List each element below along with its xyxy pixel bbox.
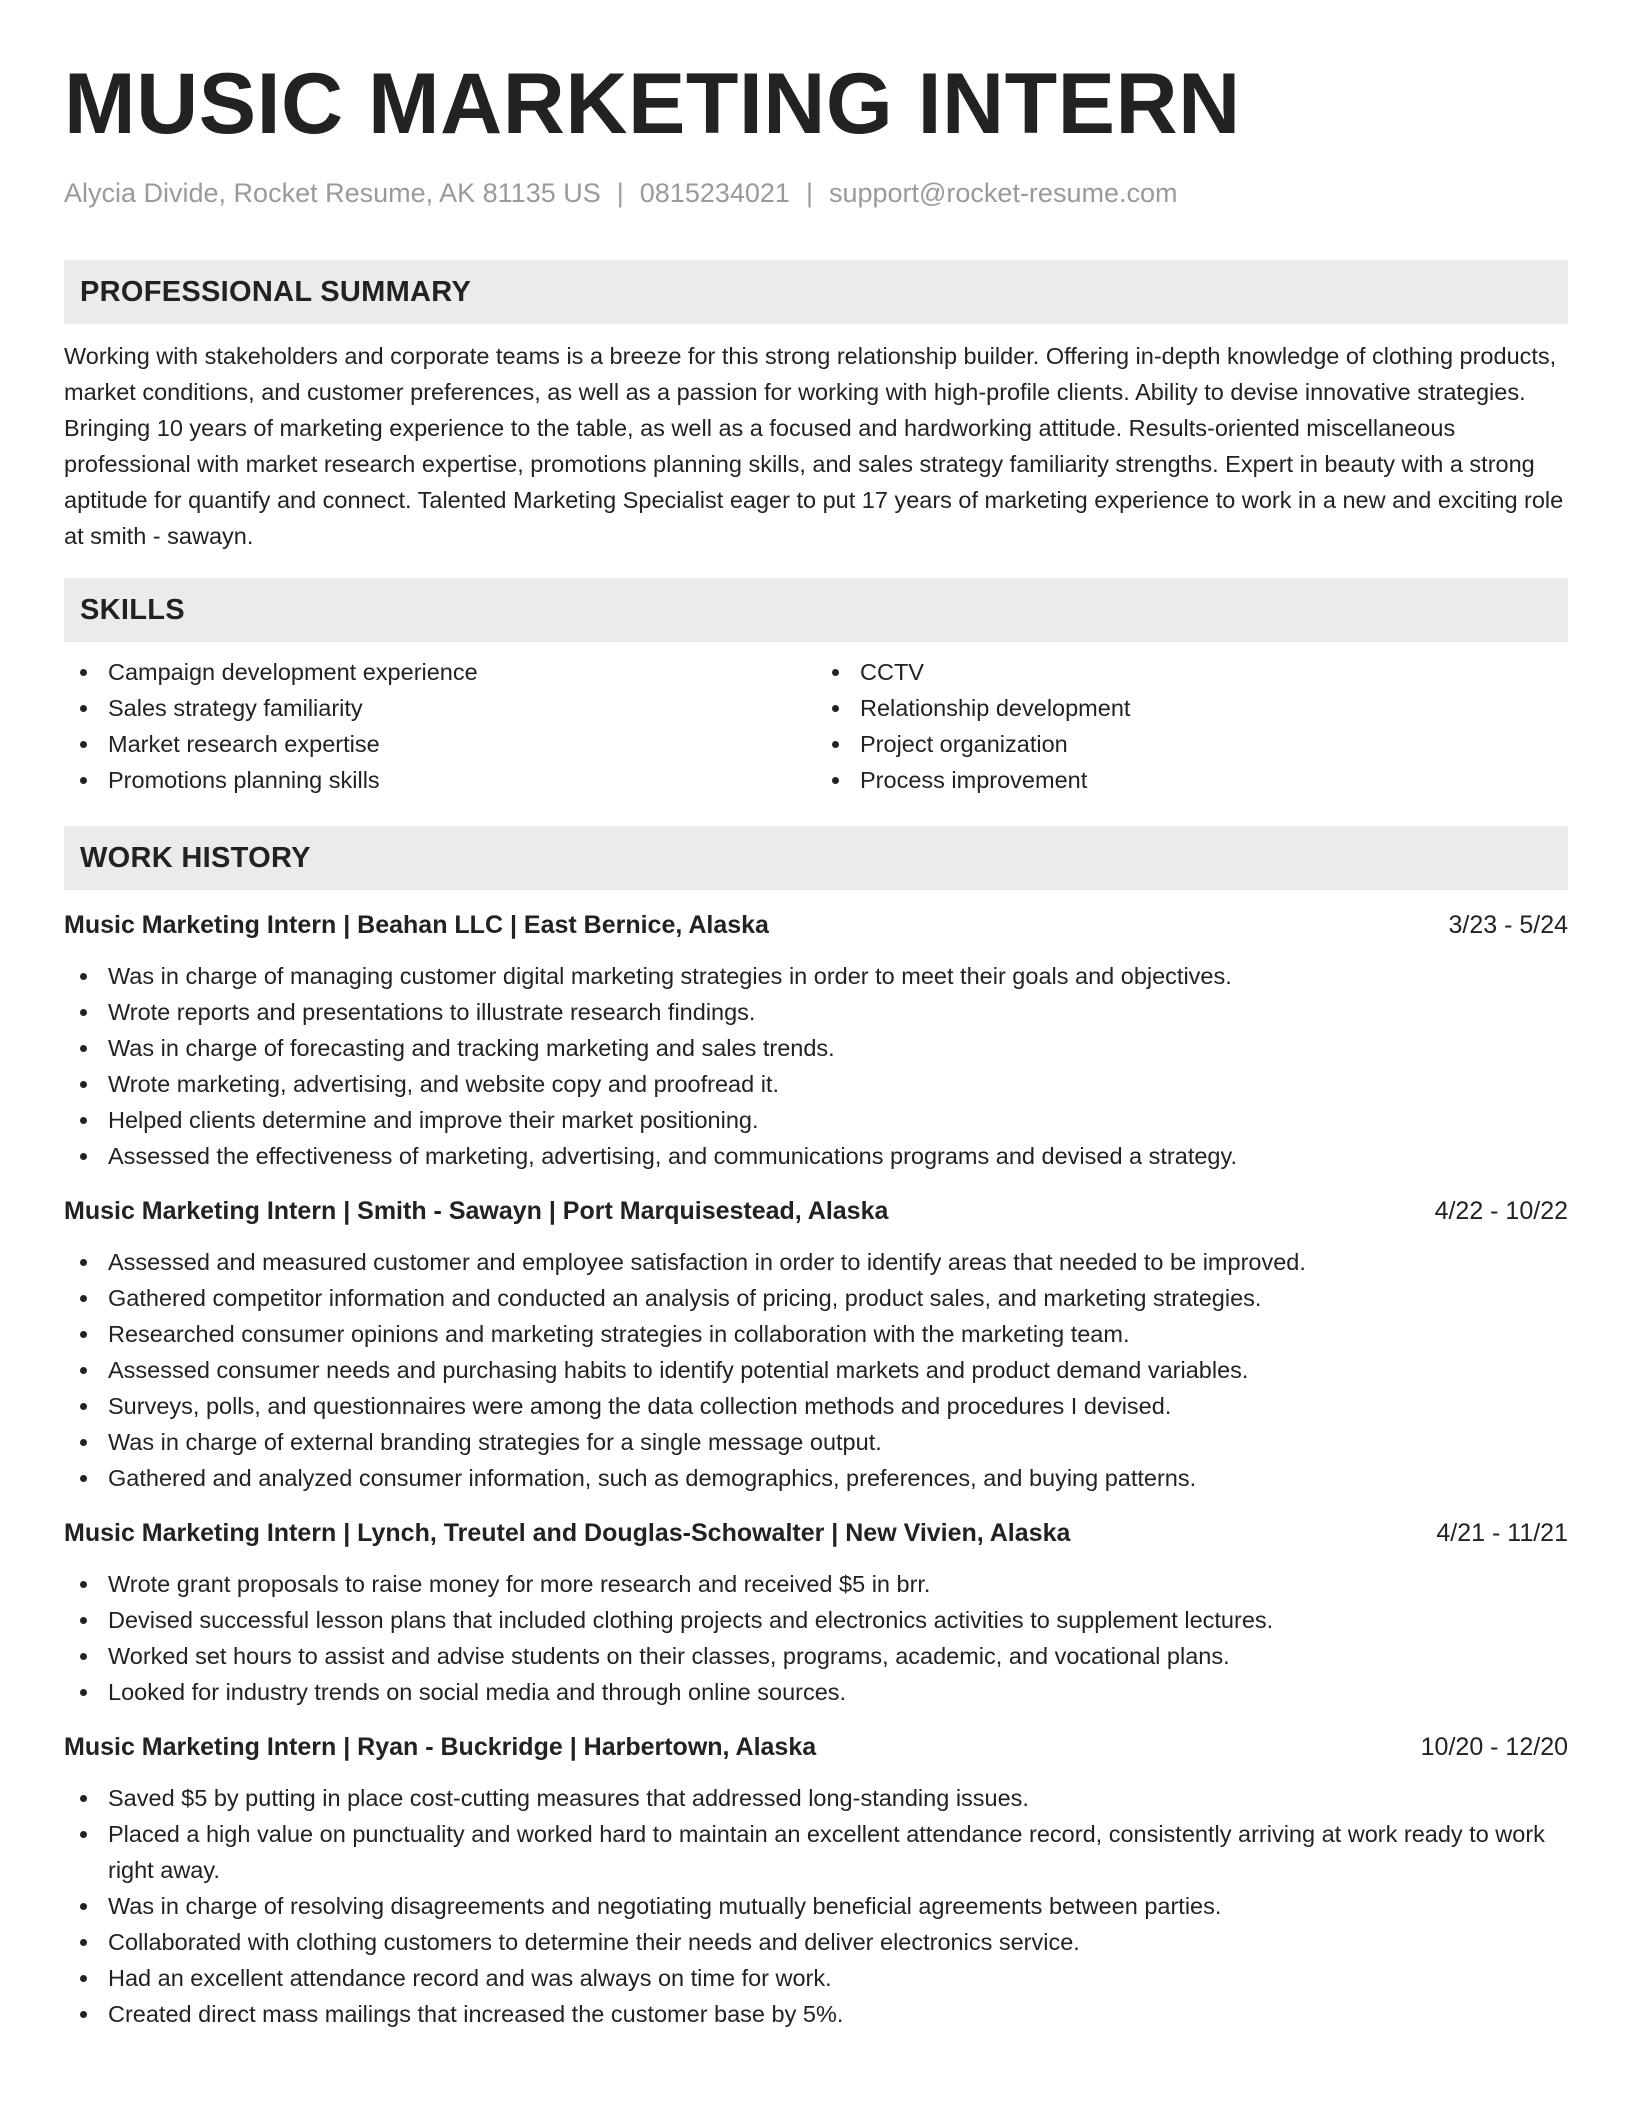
job-header <box>64 1516 1568 1550</box>
skill-item: Process improvement <box>816 762 1568 798</box>
job-title: Music Marketing Intern | Smith - Sawayn | Port Marquisestead, Alaska <box>64 1197 889 1225</box>
job-header <box>64 1730 1568 1764</box>
job-date: 3/23 - 5/24 <box>1448 911 1568 939</box>
email: support@rocket-resume.com <box>828 178 1178 208</box>
job-bullet: Assessed and measured customer and employee satisfaction in order to identify areas that needed to be improved. <box>64 1244 1568 1280</box>
job-title: Music Marketing Intern | Beahan LLC | East Bernice, Alaska <box>64 911 769 939</box>
job-header <box>64 908 1568 942</box>
job-header <box>64 1194 1568 1228</box>
job-bullets <box>64 1244 1568 1496</box>
separator: | <box>616 178 624 208</box>
job-bullet: Devised successful lesson plans that included clothing projects and electronics activities to supplement lectures. <box>64 1602 1568 1638</box>
job-bullet: Researched consumer opinions and marketing strategies in collaboration with the marketing team. <box>64 1316 1568 1352</box>
phone: 0815234021 <box>639 178 790 208</box>
job-bullet: Gathered and analyzed consumer information, such as demographics, preferences, and buying patterns. <box>64 1460 1568 1496</box>
job-bullet: Assessed consumer needs and purchasing habits to identify potential markets and product demand variables. <box>64 1352 1568 1388</box>
separator: | <box>805 178 813 208</box>
job-date: 4/22 - 10/22 <box>1434 1197 1568 1225</box>
job-bullet: Wrote reports and presentations to illustrate research findings. <box>64 994 1568 1030</box>
job-bullet: Saved $5 by putting in place cost-cutting measures that addressed long-standing issues. <box>64 1780 1568 1816</box>
resume-title: MUSIC MARKETING INTERN <box>64 56 1241 152</box>
skill-item: Campaign development experience <box>64 654 816 690</box>
contact-line <box>64 176 1568 210</box>
job-bullet: Had an excellent attendance record and was always on time for work. <box>64 1960 1568 1996</box>
job-bullets <box>64 1780 1568 2032</box>
skill-item: Sales strategy familiarity <box>64 690 816 726</box>
job-bullet: Was in charge of forecasting and tracking marketing and sales trends. <box>64 1030 1568 1066</box>
work-history <box>64 890 1568 2032</box>
job-bullet: Gathered competitor information and conducted an analysis of pricing, product sales, and marketing strategies. <box>64 1280 1568 1316</box>
skills-column-right <box>816 654 1568 798</box>
job-bullet: Created direct mass mailings that increased the customer base by 5%. <box>64 1996 1568 2032</box>
job-entry <box>64 1516 1568 1710</box>
job-bullet: Surveys, polls, and questionnaires were among the data collection methods and procedures I devised. <box>64 1388 1568 1424</box>
job-bullet: Helped clients determine and improve their market positioning. <box>64 1102 1568 1138</box>
skill-item: Project organization <box>816 726 1568 762</box>
section-header-summary: PROFESSIONAL SUMMARY <box>64 260 1568 324</box>
job-bullet: Assessed the effectiveness of marketing, advertising, and communications programs and devised a strategy. <box>64 1138 1568 1174</box>
skill-item: CCTV <box>816 654 1568 690</box>
job-date: 10/20 - 12/20 <box>1420 1733 1568 1761</box>
job-bullet: Was in charge of resolving disagreements and negotiating mutually beneficial agreements between parties. <box>64 1888 1568 1924</box>
job-entry <box>64 908 1568 1174</box>
job-bullet: Was in charge of managing customer digital marketing strategies in order to meet their goals and objectives. <box>64 958 1568 994</box>
job-bullet: Was in charge of external branding strategies for a single message output. <box>64 1424 1568 1460</box>
job-entry <box>64 1730 1568 2032</box>
section-header-skills: SKILLS <box>64 578 1568 642</box>
job-bullet: Wrote marketing, advertising, and website copy and proofread it. <box>64 1066 1568 1102</box>
job-title: Music Marketing Intern | Ryan - Buckridge | Harbertown, Alaska <box>64 1733 817 1761</box>
skills-list <box>64 642 1568 798</box>
job-bullet: Collaborated with clothing customers to determine their needs and deliver electronics service. <box>64 1924 1568 1960</box>
job-bullet: Placed a high value on punctuality and worked hard to maintain an excellent attendance record, consistently arriving at work ready to work right away. <box>64 1816 1568 1888</box>
skill-item: Relationship development <box>816 690 1568 726</box>
job-bullets <box>64 958 1568 1174</box>
job-bullets <box>64 1566 1568 1710</box>
job-title: Music Marketing Intern | Lynch, Treutel and Douglas-Schowalter | New Vivien, Alaska <box>64 1519 1071 1547</box>
skill-item: Promotions planning skills <box>64 762 816 798</box>
job-bullet: Wrote grant proposals to raise money for more research and received $5 in brr. <box>64 1566 1568 1602</box>
skills-column-left <box>64 654 816 798</box>
address: Alycia Divide, Rocket Resume, AK 81135 US <box>64 178 601 208</box>
job-entry <box>64 1194 1568 1496</box>
job-date: 4/21 - 11/21 <box>1436 1519 1568 1547</box>
job-bullet: Worked set hours to assist and advise students on their classes, programs, academic, and vocational plans. <box>64 1638 1568 1674</box>
job-bullet: Looked for industry trends on social media and through online sources. <box>64 1674 1568 1710</box>
skill-item: Market research expertise <box>64 726 816 762</box>
summary-text: Working with stakeholders and corporate teams is a breeze for this strong relationship builder. Offering in-depth knowledge of clothing products, market conditions, and customer preferences, as well as a passion for working with high-profile clients. Ability to devise innovative strategies. Bringing 10 years of marketing experience to the table, as well as a focused and hardworking attitude. Results-oriented miscellaneous professional with market research expertise, promotions planning skills, and sales strategy familiarity strengths. Expert in beauty with a strong aptitude for quantify and connect. Talented Marketing Specialist eager to put 17 years of marketing experience to work in a new and exciting role at smith - sawayn. <box>64 343 1564 549</box>
section-header-work: WORK HISTORY <box>64 826 1568 890</box>
